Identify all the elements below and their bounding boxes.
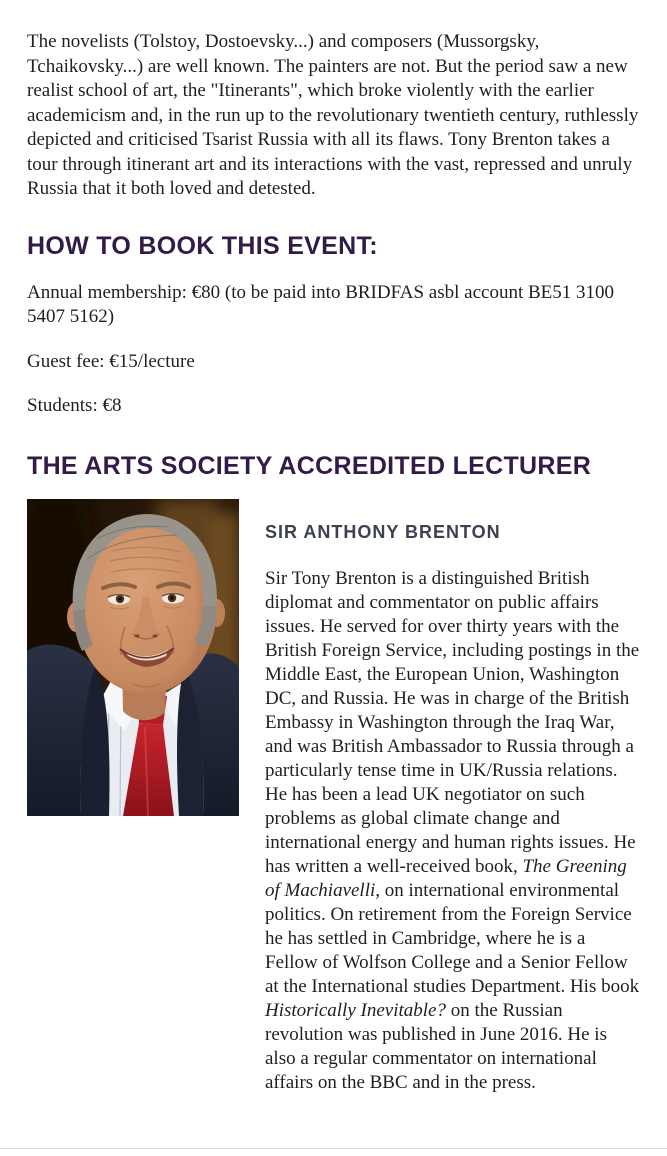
guest-fee-text: Guest fee: €15/lecture [27,350,195,372]
lecturer-portrait-photo [27,499,239,816]
lecturer-section-heading: THE ARTS SOCIETY ACCREDITED LECTURER [27,451,592,480]
bio-segment: Sir Tony Brenton is a distinguished British diplomat and commentator on public affairs issues. He served for over thirty years with the British Foreign Service, including postings in the Middle East, the European Union, Washington DC, and Russia. He was in charge of the British Embassy in Washington through the Iraq War, and was British Ambassador to Russia through a particularly tense time in UK/Russia relations. He has been a lead UK negotiator on such problems as global climate change and international energy and human rights issues. He has written a well-received book, [265,567,640,877]
intro-paragraph: The novelists (Tolstoy, Dostoevsky...) and composers (Mussorgsky, Tchaikovsky...) are well known. The painters are not. But the period saw a new realist school of art, the "Itinerants", which broke violently with the earlier academicism and, in the run up to the revolutionary twentieth century, ruthlessly depicted and criticised Tsarist Russia with all its flaws. Tony Brenton takes a tour through itinerant art and its interactions with the vast, repressed and unruly Russia that it both loved and detested. [27,31,639,199]
bio-book-title-italic: The Greening of Machiavelli, [265,855,627,901]
membership-fee-text: Annual membership: €80 (to be paid into BRIDFAS asbl account BE51 3100 5407 5162) [27,281,614,327]
bottom-divider [0,1148,667,1149]
booking-heading: HOW TO BOOK THIS EVENT: [27,231,378,260]
bio-segment: on the Russian revolution was published in June 2016. He is also a regular commentator on international affairs on the BBC and in the press. [265,999,607,1093]
portrait-illustration [27,499,239,816]
lecturer-text-column [265,499,642,1095]
bio-book-title-italic: Historically Inevitable? [265,999,446,1021]
lecturer-bio [265,567,642,1095]
lecturer-section [27,499,642,1095]
bio-segment: on international environmental politics. On retirement from the Foreign Service he has settled in Cambridge, where he is a Fellow of Wolfson College and a Senior Fellow at the International studies Department. His book [265,879,640,997]
lecturer-name: SIR ANTHONY BRENTON [265,521,501,542]
student-fee-text: Students: €8 [27,395,122,416]
